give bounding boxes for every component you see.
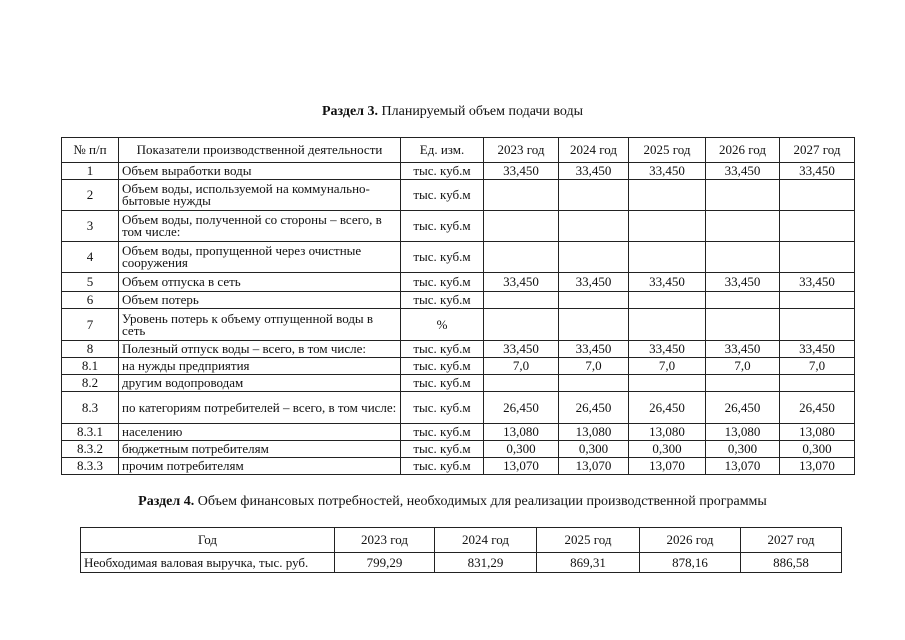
unit-cell: тыс. куб.м xyxy=(401,180,484,211)
value-cell xyxy=(484,309,559,341)
unit-cell: % xyxy=(401,309,484,341)
value-cell: 0,300 xyxy=(559,441,629,458)
row-number-cell: 8.3.1 xyxy=(62,424,119,441)
column-header: 2024 год xyxy=(559,138,629,163)
table-row xyxy=(62,163,855,180)
value-cell: 26,450 xyxy=(559,392,629,424)
value-cell: 7,0 xyxy=(629,358,706,375)
row-number-cell: 8 xyxy=(62,341,119,358)
indicator-name-cell: Объем воды, полученной со стороны – всего, в том числе: xyxy=(119,211,401,242)
indicator-name-cell: Объем отпуска в сеть xyxy=(119,273,401,292)
value-cell: 33,450 xyxy=(706,341,780,358)
value-cell xyxy=(780,242,855,273)
value-cell xyxy=(629,375,706,392)
value-cell xyxy=(484,292,559,309)
indicator-name-cell: по категориям потребителей – всего, в том числе: xyxy=(119,392,401,424)
value-cell xyxy=(706,292,780,309)
column-header: 2023 год xyxy=(484,138,559,163)
value-cell: 7,0 xyxy=(780,358,855,375)
row-number-cell: 8.3.3 xyxy=(62,458,119,475)
table-row xyxy=(62,375,855,392)
indicator-name-cell: Объем выработки воды xyxy=(119,163,401,180)
value-cell: 0,300 xyxy=(780,441,855,458)
column-header: 2025 год xyxy=(629,138,706,163)
value-cell: 33,450 xyxy=(559,273,629,292)
value-cell: 13,070 xyxy=(484,458,559,475)
row-number-cell: 2 xyxy=(62,180,119,211)
value-cell: 26,450 xyxy=(629,392,706,424)
column-header: № п/п xyxy=(62,138,119,163)
row-number-cell: 3 xyxy=(62,211,119,242)
value-cell: 878,16 xyxy=(640,553,741,573)
table-row xyxy=(62,309,855,341)
unit-cell: тыс. куб.м xyxy=(401,242,484,273)
value-cell: 799,29 xyxy=(335,553,435,573)
table-row xyxy=(62,392,855,424)
unit-cell: тыс. куб.м xyxy=(401,358,484,375)
value-cell: 0,300 xyxy=(484,441,559,458)
value-cell: 13,080 xyxy=(559,424,629,441)
value-cell: 13,080 xyxy=(629,424,706,441)
column-header: Ед. изм. xyxy=(401,138,484,163)
column-header: Показатели производственной деятельности xyxy=(119,138,401,163)
column-header: 2023 год xyxy=(335,528,435,553)
row-number-cell: 8.2 xyxy=(62,375,119,392)
value-cell xyxy=(629,242,706,273)
unit-cell: тыс. куб.м xyxy=(401,458,484,475)
table-row xyxy=(62,180,855,211)
value-cell xyxy=(484,375,559,392)
value-cell: 33,450 xyxy=(780,341,855,358)
table-row xyxy=(62,211,855,242)
unit-cell: тыс. куб.м xyxy=(401,392,484,424)
unit-cell: тыс. куб.м xyxy=(401,211,484,242)
value-cell: 7,0 xyxy=(706,358,780,375)
table-row xyxy=(81,553,842,573)
indicator-name-cell: Объем потерь xyxy=(119,292,401,309)
financial-needs-table xyxy=(80,527,842,573)
value-cell xyxy=(629,309,706,341)
column-header: 2027 год xyxy=(780,138,855,163)
value-cell xyxy=(559,292,629,309)
value-cell xyxy=(484,242,559,273)
value-cell: 13,070 xyxy=(706,458,780,475)
value-cell: 33,450 xyxy=(484,273,559,292)
column-header: 2026 год xyxy=(706,138,780,163)
value-cell xyxy=(559,180,629,211)
value-cell xyxy=(706,211,780,242)
value-cell: 33,450 xyxy=(706,273,780,292)
value-cell: 33,450 xyxy=(629,273,706,292)
value-cell: 26,450 xyxy=(780,392,855,424)
value-cell: 13,070 xyxy=(629,458,706,475)
table-row xyxy=(62,273,855,292)
value-cell xyxy=(780,375,855,392)
indicator-name-cell: другим водопроводам xyxy=(119,375,401,392)
unit-cell: тыс. куб.м xyxy=(401,441,484,458)
table-row xyxy=(62,458,855,475)
value-cell: 869,31 xyxy=(537,553,640,573)
table-row xyxy=(62,441,855,458)
value-cell: 26,450 xyxy=(484,392,559,424)
value-cell xyxy=(780,180,855,211)
value-cell xyxy=(706,375,780,392)
value-cell xyxy=(484,180,559,211)
value-cell: 13,070 xyxy=(559,458,629,475)
table-header-row xyxy=(62,138,855,163)
value-cell: 33,450 xyxy=(780,163,855,180)
unit-cell: тыс. куб.м xyxy=(401,424,484,441)
indicator-name-cell: Объем воды, пропущенной через очистные сооружения xyxy=(119,242,401,273)
value-cell xyxy=(559,309,629,341)
value-cell: 7,0 xyxy=(484,358,559,375)
row-number-cell: 8.3 xyxy=(62,392,119,424)
value-cell xyxy=(706,242,780,273)
indicator-name-cell: Объем воды, используемой на коммунально-бытовые нужды xyxy=(119,180,401,211)
value-cell xyxy=(629,180,706,211)
value-cell: 13,080 xyxy=(484,424,559,441)
indicator-name-cell: Уровень потерь к объему отпущенной воды в сеть xyxy=(119,309,401,341)
value-cell xyxy=(559,375,629,392)
table-row xyxy=(62,242,855,273)
column-header: Год xyxy=(81,528,335,553)
unit-cell: тыс. куб.м xyxy=(401,341,484,358)
column-header: 2026 год xyxy=(640,528,741,553)
value-cell xyxy=(706,309,780,341)
row-label-cell: Необходимая валовая выручка, тыс. руб. xyxy=(81,553,335,573)
value-cell xyxy=(780,309,855,341)
value-cell: 26,450 xyxy=(706,392,780,424)
value-cell xyxy=(706,180,780,211)
value-cell: 7,0 xyxy=(559,358,629,375)
table-row xyxy=(62,292,855,309)
value-cell xyxy=(780,211,855,242)
row-number-cell: 4 xyxy=(62,242,119,273)
unit-cell: тыс. куб.м xyxy=(401,163,484,180)
unit-cell: тыс. куб.м xyxy=(401,273,484,292)
value-cell: 33,450 xyxy=(484,163,559,180)
value-cell: 13,080 xyxy=(780,424,855,441)
value-cell: 33,450 xyxy=(706,163,780,180)
indicator-name-cell: населению xyxy=(119,424,401,441)
value-cell: 33,450 xyxy=(780,273,855,292)
value-cell xyxy=(559,211,629,242)
value-cell: 0,300 xyxy=(706,441,780,458)
table-row xyxy=(62,358,855,375)
value-cell: 886,58 xyxy=(741,553,842,573)
row-number-cell: 1 xyxy=(62,163,119,180)
row-number-cell: 5 xyxy=(62,273,119,292)
row-number-cell: 7 xyxy=(62,309,119,341)
table-header-row xyxy=(81,528,842,553)
value-cell: 13,080 xyxy=(706,424,780,441)
row-number-cell: 8.1 xyxy=(62,358,119,375)
value-cell: 33,450 xyxy=(559,341,629,358)
indicator-name-cell: на нужды предприятия xyxy=(119,358,401,375)
value-cell: 831,29 xyxy=(435,553,537,573)
row-number-cell: 6 xyxy=(62,292,119,309)
value-cell: 33,450 xyxy=(559,163,629,180)
section3-title: Раздел 3. Планируемый объем подачи воды xyxy=(321,104,584,119)
value-cell xyxy=(559,242,629,273)
table-row xyxy=(62,424,855,441)
indicator-name-cell: прочим потребителям xyxy=(119,458,401,475)
value-cell: 33,450 xyxy=(629,163,706,180)
value-cell xyxy=(780,292,855,309)
column-header: 2025 год xyxy=(537,528,640,553)
unit-cell: тыс. куб.м xyxy=(401,375,484,392)
value-cell: 13,070 xyxy=(780,458,855,475)
value-cell: 33,450 xyxy=(484,341,559,358)
indicator-name-cell: Полезный отпуск воды – всего, в том числе: xyxy=(119,341,401,358)
value-cell xyxy=(484,211,559,242)
indicator-name-cell: бюджетным потребителям xyxy=(119,441,401,458)
water-supply-table xyxy=(61,137,855,475)
table-row xyxy=(62,341,855,358)
column-header: 2027 год xyxy=(741,528,842,553)
column-header: 2024 год xyxy=(435,528,537,553)
value-cell xyxy=(629,292,706,309)
section4-title: Раздел 4. Объем финансовых потребностей, необходимых для реализации производственной программы xyxy=(138,494,767,509)
value-cell: 33,450 xyxy=(629,341,706,358)
unit-cell: тыс. куб.м xyxy=(401,292,484,309)
row-number-cell: 8.3.2 xyxy=(62,441,119,458)
value-cell: 0,300 xyxy=(629,441,706,458)
value-cell xyxy=(629,211,706,242)
